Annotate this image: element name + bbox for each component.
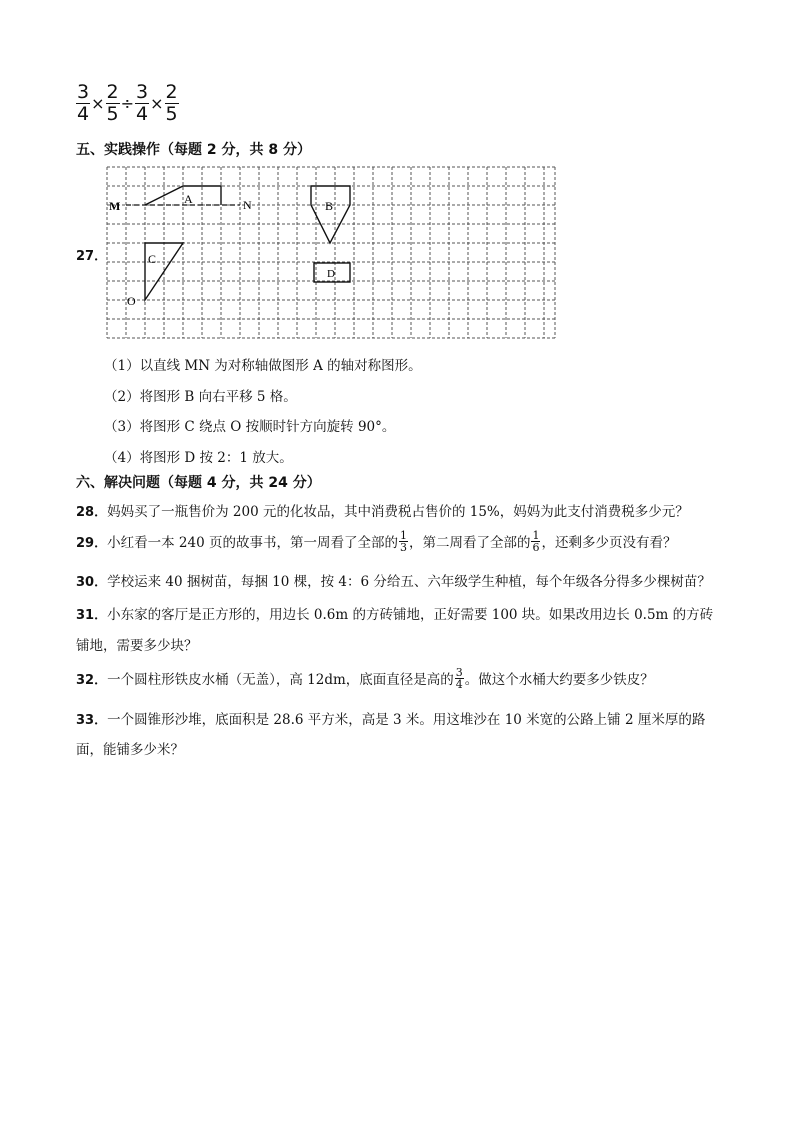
expression	[76, 82, 179, 125]
sub-question-4: （4）将图形 D 按 2：1 放大。	[104, 450, 293, 466]
question-31-line-1: 31．小东家的客厅是正方形的，用边长 0.6m 的方砖铺地，正好需要 100 块。如果改用边长 0.5m 的方砖	[76, 607, 714, 623]
sub-question-2: （2）将图形 B 向右平移 5 格。	[104, 389, 297, 405]
fraction: $\frac{2}{5}$	[165, 81, 178, 125]
fraction: $\frac{3}{4}$	[77, 81, 90, 125]
label-n: N	[243, 198, 252, 212]
label-d: D	[327, 268, 335, 280]
question-29: 29．小红看一本 240 页的故事书，第一周看了全部的 $\frac{1}{3}$ ，第二周看了全部的 $\frac{1}{6}$ ，还剩多少页没有看？	[76, 529, 677, 554]
multiply-sign: ×	[91, 94, 105, 113]
question-28: 28．妈妈买了一瓶售价为 200 元的化妆品，其中消费税占售价的 15%，妈妈为此支付消费税多少元？	[76, 504, 689, 520]
label-b: B	[325, 199, 334, 213]
fraction: $\frac{1}{3}$	[399, 529, 407, 554]
grid-figure	[100, 160, 562, 342]
fraction: $\frac{3}{4}$	[455, 666, 463, 691]
fraction: $\frac{1}{6}$	[532, 529, 540, 554]
question-31-line-2: 铺地，需要多少块？	[76, 638, 198, 654]
section-6-title: 六、解决问题（每题 4 分，共 24 分）	[76, 475, 321, 491]
sub-question-1: （1）以直线 MN 为对称轴做图形 A 的轴对称图形。	[104, 358, 422, 374]
label-o: O	[127, 294, 136, 308]
figure-b	[311, 186, 350, 243]
grid-lines	[107, 167, 555, 338]
label-c: C	[148, 252, 157, 266]
divide-sign: ÷	[120, 94, 134, 113]
section-5-title: 五、实践操作（每题 2 分，共 8 分）	[76, 142, 311, 158]
fraction: $\frac{2}{5}$	[106, 81, 119, 125]
label-a: A	[184, 192, 193, 206]
question-33-line-2: 面，能铺多少米？	[76, 742, 184, 758]
question-30: 30．学校运来 40 捆树苗，每捆 10 棵，按 4：6 分给五、六年级学生种植，每个年级各分得多少棵树苗？	[76, 574, 711, 590]
question-27-number: 27．	[76, 249, 108, 264]
label-m: M	[109, 199, 121, 213]
fraction: $\frac{3}{4}$	[136, 81, 149, 125]
multiply-sign: ×	[150, 94, 164, 113]
question-33-line-1: 33．一个圆锥形沙堆，底面积是 28.6 平方米，高是 3 米。用这堆沙在 10 米宽的公路上铺 2 厘米厚的路	[76, 712, 706, 728]
question-32: 32．一个圆柱形铁皮水桶（无盖），高 12dm，底面直径是高的 $\frac{3}{4}$ 。做这个水桶大约要多少铁皮？	[76, 666, 654, 691]
sub-question-3: （3）将图形 C 绕点 O 按顺时针方向旋转 90°。	[104, 419, 396, 435]
